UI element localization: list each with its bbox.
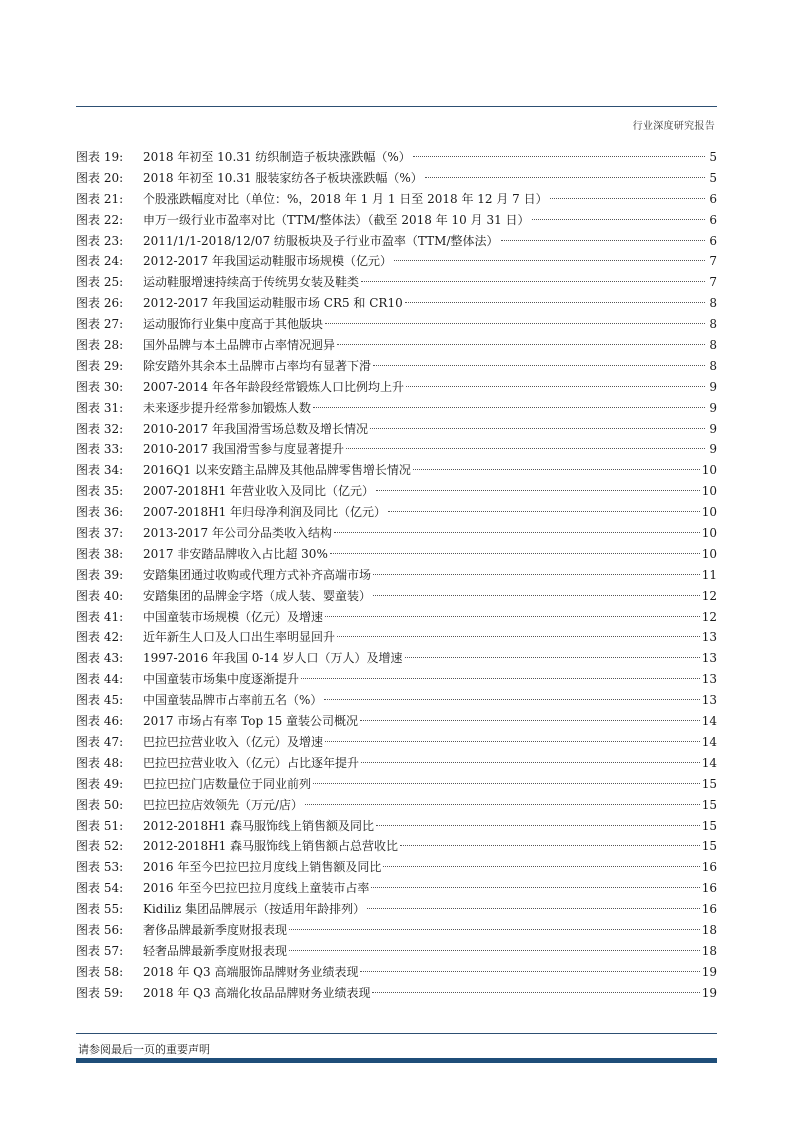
page-number: 8 xyxy=(709,338,717,353)
toc-entry[interactable] xyxy=(76,690,717,711)
figure-number: 图表 56: xyxy=(76,922,124,937)
toc-entry[interactable] xyxy=(76,147,717,168)
figure-number: 图表 19: xyxy=(76,150,124,164)
figure-number: 图表 48: xyxy=(76,755,124,770)
footer-disclaimer: 请参阅最后一页的重要声明 xyxy=(78,1043,210,1056)
page-number: 14 xyxy=(701,734,717,749)
toc-entry[interactable] xyxy=(76,460,717,481)
figure-title: 国外品牌与本土品牌市占率情况迥异 xyxy=(143,338,336,353)
page-number: 10 xyxy=(701,484,717,499)
header-rule xyxy=(76,106,717,107)
page-number: 9 xyxy=(709,379,717,394)
toc-entry[interactable] xyxy=(76,920,717,941)
page-number: 5 xyxy=(709,170,717,185)
figure-number: 图表 28: xyxy=(76,338,124,353)
figure-title: 2018 年初至 10.31 服装家纺各子板块涨跌幅（%） xyxy=(143,170,423,185)
page-number: 8 xyxy=(709,358,717,373)
page-number: 13 xyxy=(701,651,717,666)
page-number: 10 xyxy=(701,505,717,520)
dot-leader xyxy=(313,783,700,784)
figure-number: 图表 47: xyxy=(76,734,124,749)
figure-number: 图表 46: xyxy=(76,714,124,729)
dot-leader xyxy=(413,156,705,157)
page-number: 15 xyxy=(701,818,717,833)
dot-leader xyxy=(550,198,705,199)
toc-entry[interactable] xyxy=(76,648,717,669)
toc-entry[interactable] xyxy=(76,293,717,314)
figure-number: 图表 37: xyxy=(76,526,124,541)
toc-entry[interactable] xyxy=(76,251,717,272)
toc-entry[interactable] xyxy=(76,669,717,690)
toc-entry[interactable] xyxy=(76,857,717,878)
dot-leader xyxy=(400,845,700,846)
toc-entry[interactable] xyxy=(76,398,717,419)
figure-title: 安踏集团的品牌金字塔（成人装、婴童装） xyxy=(143,588,372,603)
page-number: 12 xyxy=(701,588,717,603)
page-number: 19 xyxy=(701,985,717,1000)
dot-leader xyxy=(360,720,700,721)
page-number: 9 xyxy=(709,400,717,415)
dot-leader xyxy=(388,511,700,512)
figure-title: 2012-2017 年我国运动鞋服市场 CR5 和 CR10 xyxy=(143,296,403,311)
page-number: 16 xyxy=(701,860,717,875)
figure-number: 图表 40: xyxy=(76,588,124,603)
figure-title: 中国童装市场规模（亿元）及增速 xyxy=(143,609,324,624)
dot-leader xyxy=(373,365,705,366)
toc-entry[interactable] xyxy=(76,335,717,356)
figure-title: 巴拉巴拉营业收入（亿元）占比逐年提升 xyxy=(143,755,360,770)
page-number: 13 xyxy=(701,693,717,708)
dot-leader xyxy=(405,302,705,303)
toc-entry[interactable] xyxy=(76,899,717,920)
dot-leader xyxy=(313,407,705,408)
dot-leader xyxy=(360,971,699,972)
dot-leader xyxy=(376,825,700,826)
figure-number: 图表 55: xyxy=(76,902,124,917)
dot-leader xyxy=(361,762,700,763)
page-number: 5 xyxy=(709,150,717,164)
report-type-label: 行业深度研究报告 xyxy=(632,121,715,132)
dot-leader xyxy=(371,887,699,888)
figure-title: 2017 非安踏品牌收入占比超 30% xyxy=(143,546,328,561)
dot-leader xyxy=(325,323,705,324)
figure-number: 图表 41: xyxy=(76,609,124,624)
toc-entry[interactable] xyxy=(76,189,717,210)
toc-entry[interactable] xyxy=(76,419,717,440)
toc-entry[interactable] xyxy=(76,231,717,252)
dot-leader xyxy=(425,177,705,178)
figure-number: 图表 53: xyxy=(76,860,124,875)
dot-leader xyxy=(413,469,700,470)
page-number: 7 xyxy=(709,275,717,290)
dot-leader xyxy=(361,281,705,282)
dot-leader xyxy=(337,344,705,345)
page-number: 18 xyxy=(701,922,717,937)
page-number: 8 xyxy=(709,296,717,311)
figure-title: 2017 市场占有率 Top 15 童装公司概况 xyxy=(143,714,359,729)
dot-leader xyxy=(376,490,700,491)
page-number: 6 xyxy=(709,212,717,227)
dot-leader xyxy=(305,804,700,805)
toc-entry[interactable] xyxy=(76,711,717,732)
figure-title: 2011/1/1-2018/12/07 纺服板块及子行业市盈率（TTM/整体法） xyxy=(143,233,499,248)
toc-entry[interactable] xyxy=(76,168,717,189)
dot-leader xyxy=(289,929,700,930)
page-number: 11 xyxy=(701,567,717,582)
figure-number: 图表 26: xyxy=(76,296,124,311)
figure-number: 图表 33: xyxy=(76,442,124,457)
figure-number: 图表 29: xyxy=(76,358,124,373)
figure-title: 2016 年至今巴拉巴拉月度线上销售额及同比 xyxy=(143,860,382,875)
figure-title: 2010-2017 我国滑雪参与度显著提升 xyxy=(143,442,344,457)
toc-entry[interactable] xyxy=(76,356,717,377)
toc-entry[interactable] xyxy=(76,523,717,544)
dot-leader xyxy=(370,428,705,429)
toc-entry[interactable] xyxy=(76,795,717,816)
toc-entry[interactable] xyxy=(76,878,717,899)
figure-number: 图表 59: xyxy=(76,985,124,1000)
page-number: 16 xyxy=(701,881,717,896)
figure-index-list xyxy=(76,147,717,1004)
toc-entry[interactable] xyxy=(76,627,717,648)
toc-entry[interactable] xyxy=(76,586,717,607)
page-number: 12 xyxy=(701,609,717,624)
page-number: 9 xyxy=(709,442,717,457)
page-number: 10 xyxy=(701,546,717,561)
page-number: 6 xyxy=(709,233,717,248)
dot-leader xyxy=(301,678,700,679)
dot-leader xyxy=(289,950,700,951)
page-number: 15 xyxy=(701,797,717,812)
toc-entry[interactable] xyxy=(76,439,717,460)
toc-entry[interactable] xyxy=(76,210,717,231)
figure-title: 近年新生人口及人口出生率明显回升 xyxy=(143,630,336,645)
toc-entry[interactable] xyxy=(76,983,717,1004)
dot-leader xyxy=(367,908,700,909)
figure-title: 2016 年至今巴拉巴拉月度线上童装市占率 xyxy=(143,881,370,896)
figure-number: 图表 54: xyxy=(76,881,124,896)
dot-leader xyxy=(324,699,699,700)
toc-entry[interactable] xyxy=(76,732,717,753)
figure-number: 图表 35: xyxy=(76,484,124,499)
page-number: 10 xyxy=(701,526,717,541)
figure-number: 图表 36: xyxy=(76,505,124,520)
toc-entry[interactable] xyxy=(76,941,717,962)
page-number: 10 xyxy=(701,463,717,478)
figure-title: 中国童装品牌市占率前五名（%） xyxy=(143,693,323,708)
figure-number: 图表 51: xyxy=(76,818,124,833)
figure-number: 图表 44: xyxy=(76,672,124,687)
toc-entry[interactable] xyxy=(76,314,717,335)
toc-entry[interactable] xyxy=(76,565,717,586)
figure-number: 图表 20: xyxy=(76,170,124,185)
figure-number: 图表 32: xyxy=(76,421,124,436)
figure-title: 巴拉巴拉营业收入（亿元）及增速 xyxy=(143,734,324,749)
dot-leader xyxy=(337,636,700,637)
figure-title: 2012-2018H1 森马服饰线上销售额占总营收比 xyxy=(143,839,399,854)
figure-number: 图表 43: xyxy=(76,651,124,666)
page-number: 18 xyxy=(701,943,717,958)
page-number: 15 xyxy=(701,839,717,854)
toc-entry[interactable] xyxy=(76,481,717,502)
figure-number: 图表 42: xyxy=(76,630,124,645)
dot-leader xyxy=(373,574,700,575)
figure-title: 申万一级行业市盈率对比（TTM/整体法）（截至 2018 年 10 月 31 日） xyxy=(143,212,530,227)
figure-number: 图表 30: xyxy=(76,379,124,394)
figure-title: 巴拉巴拉门店数量位于同业前列 xyxy=(143,776,312,791)
dot-leader xyxy=(372,992,699,993)
toc-entry[interactable] xyxy=(76,607,717,628)
figure-title: 2007-2018H1 年归母净利润及同比（亿元） xyxy=(143,505,387,520)
dot-leader xyxy=(406,386,705,387)
figure-title: 2018 年初至 10.31 纺织制造子板块涨跌幅（%） xyxy=(143,150,411,164)
figure-title: Kidiliz 集团品牌展示（按适用年龄排列） xyxy=(143,902,366,917)
toc-entry[interactable] xyxy=(76,544,717,565)
page-number: 13 xyxy=(701,672,717,687)
figure-title: 安踏集团通过收购或代理方式补齐高端市场 xyxy=(143,567,372,582)
toc-entry[interactable] xyxy=(76,836,717,857)
toc-entry[interactable] xyxy=(76,502,717,523)
page-number: 13 xyxy=(701,630,717,645)
toc-entry[interactable] xyxy=(76,816,717,837)
page-number: 14 xyxy=(701,714,717,729)
dot-leader xyxy=(383,866,699,867)
figure-title: 除安踏外其余本土品牌市占率均有显著下滑 xyxy=(143,358,372,373)
figure-number: 图表 57: xyxy=(76,943,124,958)
figure-number: 图表 45: xyxy=(76,693,124,708)
dot-leader xyxy=(346,448,705,449)
figure-number: 图表 25: xyxy=(76,275,124,290)
figure-number: 图表 24: xyxy=(76,254,124,269)
page-number: 7 xyxy=(709,254,717,269)
page-number: 6 xyxy=(709,191,717,206)
toc-entry[interactable] xyxy=(76,962,717,983)
dot-leader xyxy=(532,219,705,220)
figure-title: 2018 年 Q3 高端服饰品牌财务业绩表现 xyxy=(143,964,359,979)
dot-leader xyxy=(405,657,700,658)
figure-number: 图表 27: xyxy=(76,317,124,332)
figure-title: 巴拉巴拉店效领先（万元/店） xyxy=(143,797,304,812)
figure-number: 图表 49: xyxy=(76,776,124,791)
dot-leader xyxy=(330,553,700,554)
figure-title: 2012-2018H1 森马服饰线上销售额及同比 xyxy=(143,818,375,833)
figure-title: 2007-2014 年各年龄段经常锻炼人口比例均上升 xyxy=(143,379,404,394)
page-number: 15 xyxy=(701,776,717,791)
figure-number: 图表 50: xyxy=(76,797,124,812)
figure-number: 图表 34: xyxy=(76,463,124,478)
toc-entry[interactable] xyxy=(76,774,717,795)
page-number: 14 xyxy=(701,755,717,770)
dot-leader xyxy=(501,240,706,241)
figure-title: 1997-2016 年我国 0-14 岁人口（万人）及增速 xyxy=(143,651,403,666)
figure-title: 奢侈品牌最新季度财报表现 xyxy=(143,922,288,937)
figure-title: 轻奢品牌最新季度财报表现 xyxy=(143,943,288,958)
figure-title: 中国童装市场集中度逐渐提升 xyxy=(143,672,300,687)
figure-number: 图表 38: xyxy=(76,546,124,561)
figure-title: 2007-2018H1 年营业收入及同比（亿元） xyxy=(143,484,375,499)
figure-title: 2013-2017 年公司分品类收入结构 xyxy=(143,526,332,541)
figure-title: 2018 年 Q3 高端化妆品品牌财务业绩表现 xyxy=(143,985,371,1000)
figure-number: 图表 21: xyxy=(76,191,124,206)
dot-leader xyxy=(325,616,700,617)
figure-number: 图表 22: xyxy=(76,212,124,227)
dot-leader xyxy=(325,741,700,742)
toc-entry[interactable] xyxy=(76,377,717,398)
footer-bar xyxy=(76,1058,717,1063)
dot-leader xyxy=(334,532,700,533)
figure-title: 2016Q1 以来安踏主品牌及其他品牌零售增长情况 xyxy=(143,463,411,478)
figure-title: 2012-2017 年我国运动鞋服市场规模（亿元） xyxy=(143,254,392,269)
toc-entry[interactable] xyxy=(76,753,717,774)
figure-title: 未来逐步提升经常参加锻炼人数 xyxy=(143,400,312,415)
figure-number: 图表 31: xyxy=(76,400,124,415)
page-number: 8 xyxy=(709,317,717,332)
figure-number: 图表 58: xyxy=(76,964,124,979)
page-number: 9 xyxy=(709,421,717,436)
figure-number: 图表 52: xyxy=(76,839,124,854)
figure-title: 2010-2017 年我国滑雪场总数及增长情况 xyxy=(143,421,368,436)
dot-leader xyxy=(394,260,705,261)
figure-number: 图表 39: xyxy=(76,567,124,582)
figure-title: 运动鞋服增速持续高于传统男女装及鞋类 xyxy=(143,275,360,290)
figure-number: 图表 23: xyxy=(76,233,124,248)
figure-title: 个股涨跌幅度对比（单位：%，2018 年 1 月 1 日至 2018 年 12 月 7 日） xyxy=(143,191,548,206)
footer-rule xyxy=(76,1033,717,1034)
page-number: 19 xyxy=(701,964,717,979)
dot-leader xyxy=(373,595,700,596)
toc-entry[interactable] xyxy=(76,272,717,293)
page-number: 16 xyxy=(701,902,717,917)
figure-title: 运动服饰行业集中度高于其他版块 xyxy=(143,317,324,332)
